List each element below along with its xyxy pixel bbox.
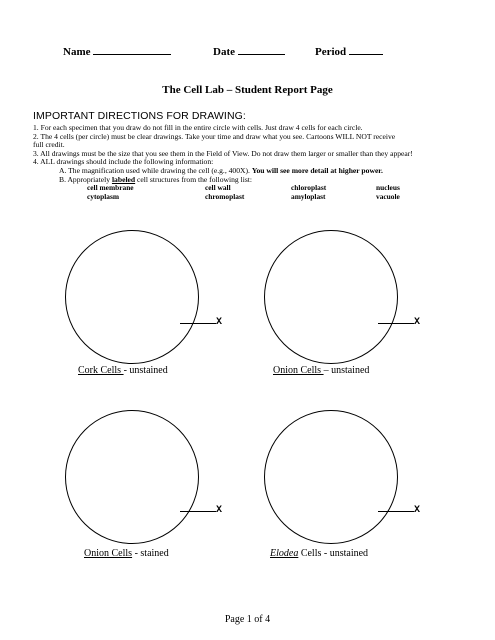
date-label: Date: [213, 46, 235, 58]
specimen-desc: - unstained: [123, 365, 168, 376]
magnification-x: X: [216, 317, 223, 328]
structure-term: amyloplast: [291, 192, 326, 201]
magnification-x: X: [414, 317, 421, 328]
period-field[interactable]: [315, 44, 383, 58]
specimen-name: Elodea: [270, 548, 299, 559]
direction-item-1: 1. For each specimen that you draw do not fill in the entire circle with cells. Just draw 4 cells for each circle.: [33, 123, 363, 132]
magnification-x: X: [216, 505, 223, 516]
structure-term: chloroplast: [291, 183, 327, 192]
direction-item-2: 2. The 4 cells (per circle) must be clear drawings. Take your time and draw what you see. Cartoons WILL NOT receive: [33, 131, 396, 141]
structure-term: cell membrane: [87, 183, 134, 192]
magnification-blank[interactable]: [180, 314, 216, 324]
specimen-name: Onion Cells: [273, 365, 324, 376]
caption-onion-unstained: [273, 365, 369, 376]
direction-item-4b-prefix: B. Appropriately: [59, 174, 112, 184]
name-blank[interactable]: [93, 44, 171, 55]
name-field[interactable]: [63, 44, 171, 58]
structure-term: chromoplast: [205, 192, 245, 201]
period-blank[interactable]: [349, 44, 383, 55]
magnification-field-onion-unstained[interactable]: [378, 314, 420, 328]
period-label: Period: [315, 46, 347, 58]
specimen-desc: Cells - unstained: [298, 548, 369, 559]
direction-item-2-cont: full credit.: [33, 140, 65, 150]
directions-list: [33, 124, 473, 184]
magnification-field-cork[interactable]: [180, 314, 222, 328]
caption-cork-cells: [78, 365, 168, 376]
drawing-circle-cork[interactable]: [65, 230, 199, 364]
specimen-name: Cork Cells: [78, 365, 124, 376]
magnification-field-onion-stained[interactable]: [180, 502, 222, 516]
drawing-circle-onion-unstained[interactable]: [264, 230, 398, 364]
direction-item-3: 3. All drawings must be the size that you see them in the Field of View. Do not draw them larger or smaller than they appear!: [33, 148, 413, 158]
structure-term: cytoplasm: [87, 192, 120, 201]
date-blank[interactable]: [238, 44, 285, 55]
page-title: The Cell Lab – Student Report Page: [162, 84, 333, 96]
magnification-blank[interactable]: [180, 502, 216, 512]
name-label: Name: [63, 46, 91, 58]
drawing-circle-elodea[interactable]: [264, 410, 398, 544]
specimen-desc: – unstained: [323, 365, 370, 376]
magnification-field-elodea[interactable]: [378, 502, 420, 516]
drawing-circle-onion-stained[interactable]: [65, 410, 199, 544]
specimen-name: Onion Cells: [84, 548, 133, 559]
date-field[interactable]: [213, 44, 285, 58]
specimen-desc: - stained: [132, 548, 169, 559]
directions-heading: IMPORTANT DIRECTIONS FOR DRAWING:: [33, 110, 246, 122]
direction-item-4b-labeled: labeled: [111, 174, 136, 184]
direction-item-4a-bold: You will see more detail at higher power.: [251, 165, 383, 175]
direction-item-4b-suffix: cell structures from the following list:: [135, 174, 252, 184]
caption-onion-stained: [84, 548, 169, 559]
caption-elodea: [270, 548, 368, 559]
direction-item-4a-text: A. The magnification used while drawing the cell (e.g., 400X).: [59, 165, 252, 175]
direction-item-4: 4. ALL drawings should include the following information:: [33, 157, 214, 167]
page-number: Page 1 of 4: [224, 614, 271, 625]
structure-term: nucleus: [376, 183, 400, 192]
magnification-blank[interactable]: [378, 502, 414, 512]
structure-term: cell wall: [205, 183, 231, 192]
magnification-blank[interactable]: [378, 314, 414, 324]
structure-term: vacuole: [376, 192, 400, 201]
magnification-x: X: [414, 505, 421, 516]
